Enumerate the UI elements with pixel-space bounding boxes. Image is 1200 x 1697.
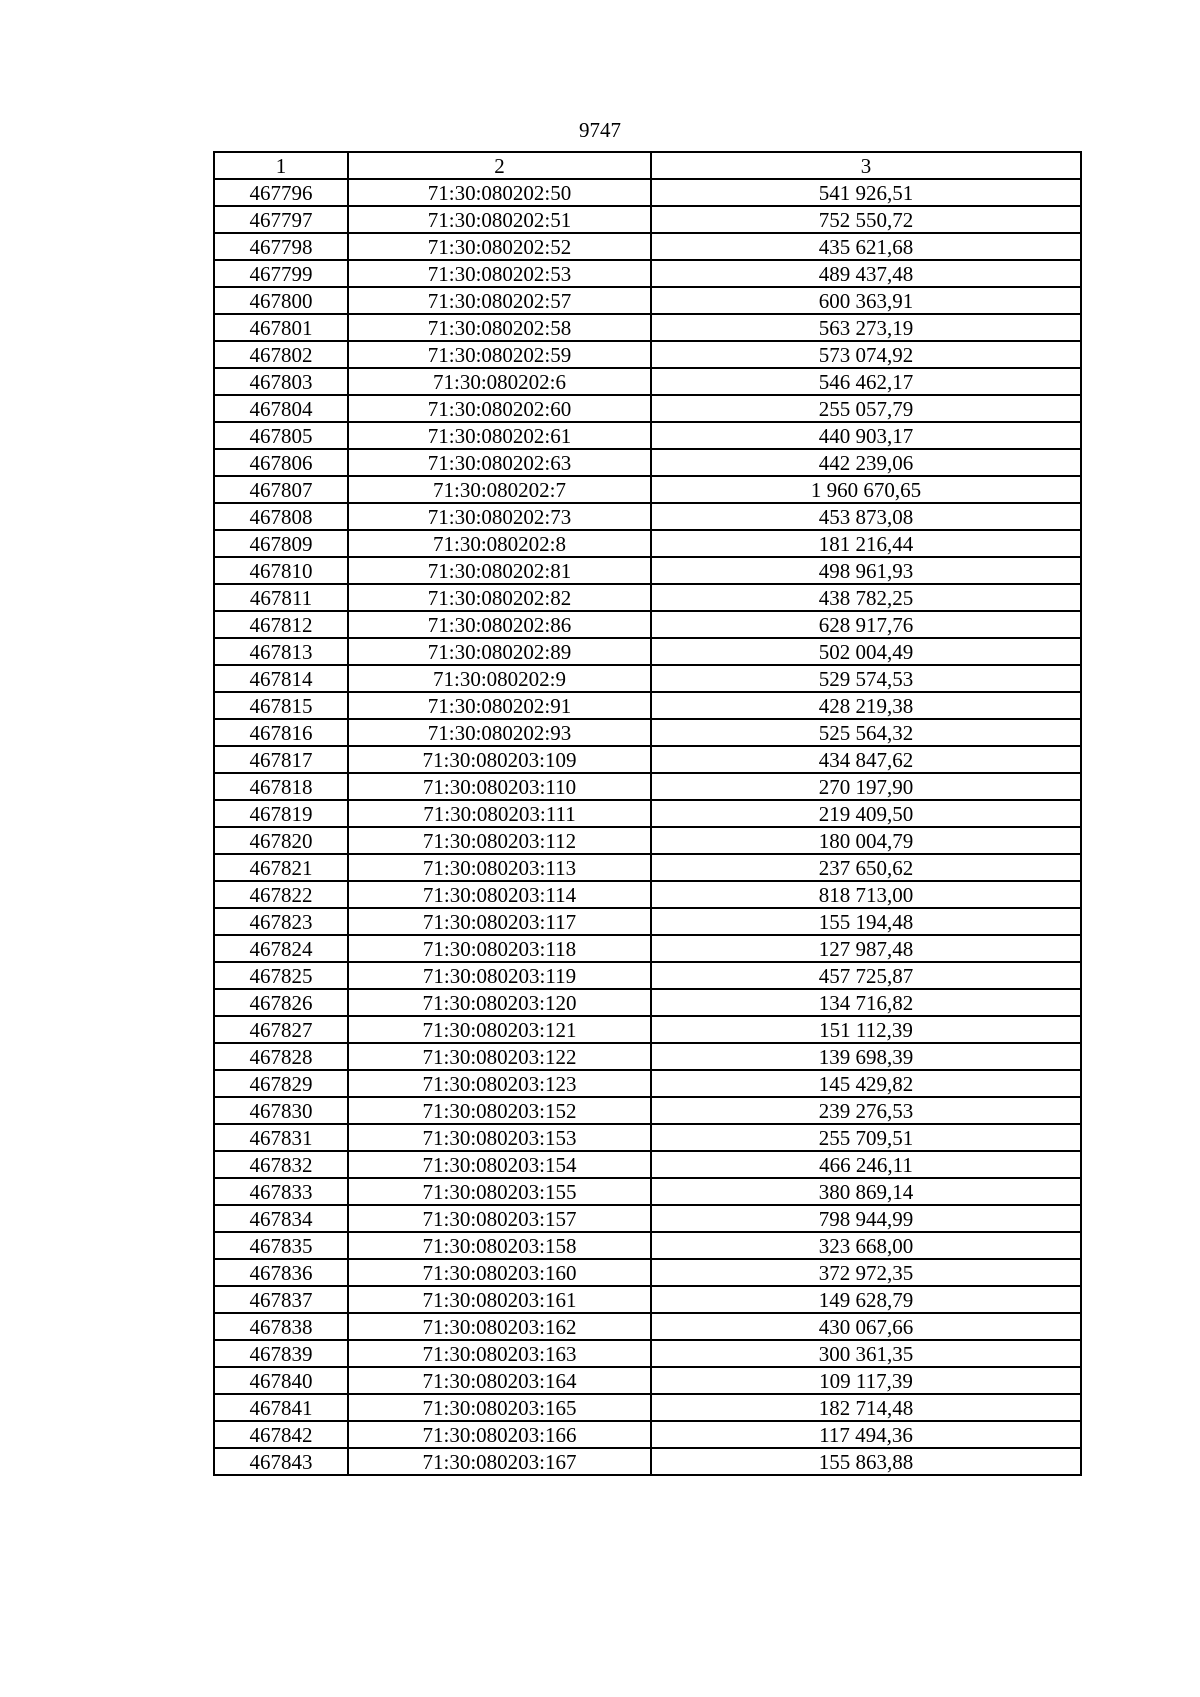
table-row (214, 800, 1081, 827)
value-cell: 438 782,25 (651, 584, 1081, 611)
value-cell: 181 216,44 (651, 530, 1081, 557)
table-row (214, 1205, 1081, 1232)
cadastral-number-cell: 71:30:080202:59 (348, 341, 651, 368)
row-number-cell: 467810 (214, 557, 348, 584)
table-row (214, 989, 1081, 1016)
cadastral-number-cell: 71:30:080203:112 (348, 827, 651, 854)
value-cell: 323 668,00 (651, 1232, 1081, 1259)
row-number-cell: 467830 (214, 1097, 348, 1124)
table-header (214, 152, 1081, 179)
value-cell: 457 725,87 (651, 962, 1081, 989)
table-row (214, 422, 1081, 449)
row-number-cell: 467820 (214, 827, 348, 854)
cadastral-number-cell: 71:30:080203:121 (348, 1016, 651, 1043)
table-row (214, 584, 1081, 611)
row-number-cell: 467796 (214, 179, 348, 206)
table-row (214, 773, 1081, 800)
cadastral-number-cell: 71:30:080203:162 (348, 1313, 651, 1340)
row-number-cell: 467826 (214, 989, 348, 1016)
cadastral-number-cell: 71:30:080203:154 (348, 1151, 651, 1178)
row-number-cell: 467818 (214, 773, 348, 800)
table-row (214, 1340, 1081, 1367)
value-cell: 180 004,79 (651, 827, 1081, 854)
cadastral-number-cell: 71:30:080202:6 (348, 368, 651, 395)
cadastral-number-cell: 71:30:080203:117 (348, 908, 651, 935)
row-number-cell: 467812 (214, 611, 348, 638)
cadastral-number-cell: 71:30:080202:52 (348, 233, 651, 260)
cadastral-number-cell: 71:30:080202:53 (348, 260, 651, 287)
table-row (214, 1151, 1081, 1178)
row-number-cell: 467835 (214, 1232, 348, 1259)
cadastral-number-cell: 71:30:080203:120 (348, 989, 651, 1016)
value-cell: 237 650,62 (651, 854, 1081, 881)
value-cell: 1 960 670,65 (651, 476, 1081, 503)
table-row (214, 260, 1081, 287)
table-row (214, 395, 1081, 422)
row-number-cell: 467813 (214, 638, 348, 665)
cadastral-number-cell: 71:30:080202:91 (348, 692, 651, 719)
row-number-cell: 467824 (214, 935, 348, 962)
table-row (214, 1178, 1081, 1205)
row-number-cell: 467811 (214, 584, 348, 611)
row-number-cell: 467831 (214, 1124, 348, 1151)
value-cell: 628 917,76 (651, 611, 1081, 638)
cadastral-number-cell: 71:30:080202:89 (348, 638, 651, 665)
cadastral-number-cell: 71:30:080202:60 (348, 395, 651, 422)
row-number-cell: 467809 (214, 530, 348, 557)
row-number-cell: 467843 (214, 1448, 348, 1475)
table-row (214, 665, 1081, 692)
cadastral-number-cell: 71:30:080203:155 (348, 1178, 651, 1205)
table-row (214, 611, 1081, 638)
cadastral-number-cell: 71:30:080202:73 (348, 503, 651, 530)
table-row (214, 692, 1081, 719)
value-cell: 541 926,51 (651, 179, 1081, 206)
row-number-cell: 467829 (214, 1070, 348, 1097)
cadastral-number-cell: 71:30:080203:163 (348, 1340, 651, 1367)
cadastral-number-cell: 71:30:080202:81 (348, 557, 651, 584)
row-number-cell: 467802 (214, 341, 348, 368)
value-cell: 239 276,53 (651, 1097, 1081, 1124)
cadastral-number-cell: 71:30:080203:167 (348, 1448, 651, 1475)
value-cell: 127 987,48 (651, 935, 1081, 962)
value-cell: 255 057,79 (651, 395, 1081, 422)
row-number-cell: 467799 (214, 260, 348, 287)
cadastral-number-cell: 71:30:080203:110 (348, 773, 651, 800)
value-cell: 219 409,50 (651, 800, 1081, 827)
table-row (214, 827, 1081, 854)
row-number-cell: 467834 (214, 1205, 348, 1232)
value-cell: 117 494,36 (651, 1421, 1081, 1448)
row-number-cell: 467803 (214, 368, 348, 395)
row-number-cell: 467833 (214, 1178, 348, 1205)
table-row (214, 1070, 1081, 1097)
table-row (214, 1313, 1081, 1340)
table-row (214, 962, 1081, 989)
row-number-cell: 467822 (214, 881, 348, 908)
cadastral-number-cell: 71:30:080203:158 (348, 1232, 651, 1259)
table-row (214, 503, 1081, 530)
table-row (214, 908, 1081, 935)
table-row (214, 449, 1081, 476)
value-cell: 109 117,39 (651, 1367, 1081, 1394)
cadastral-number-cell: 71:30:080202:86 (348, 611, 651, 638)
cadastral-number-cell: 71:30:080202:82 (348, 584, 651, 611)
row-number-cell: 467801 (214, 314, 348, 341)
table-row (214, 1043, 1081, 1070)
registry-table (213, 151, 1082, 1476)
value-cell: 502 004,49 (651, 638, 1081, 665)
cadastral-number-cell: 71:30:080202:8 (348, 530, 651, 557)
cadastral-number-cell: 71:30:080203:160 (348, 1259, 651, 1286)
row-number-cell: 467837 (214, 1286, 348, 1313)
table-row (214, 1232, 1081, 1259)
cadastral-number-cell: 71:30:080203:152 (348, 1097, 651, 1124)
cadastral-number-cell: 71:30:080202:51 (348, 206, 651, 233)
cadastral-number-cell: 71:30:080203:123 (348, 1070, 651, 1097)
cadastral-number-cell: 71:30:080203:165 (348, 1394, 651, 1421)
cadastral-number-cell: 71:30:080202:7 (348, 476, 651, 503)
value-cell: 600 363,91 (651, 287, 1081, 314)
table-row (214, 206, 1081, 233)
row-number-cell: 467841 (214, 1394, 348, 1421)
page-number: 9747 (579, 118, 621, 142)
row-number-cell: 467805 (214, 422, 348, 449)
cadastral-number-cell: 71:30:080202:58 (348, 314, 651, 341)
table-row (214, 341, 1081, 368)
table-row (214, 233, 1081, 260)
cadastral-number-cell: 71:30:080202:63 (348, 449, 651, 476)
table-row (214, 881, 1081, 908)
cadastral-number-cell: 71:30:080203:157 (348, 1205, 651, 1232)
cadastral-number-cell: 71:30:080203:161 (348, 1286, 651, 1313)
row-number-cell: 467814 (214, 665, 348, 692)
table-row (214, 719, 1081, 746)
value-cell: 270 197,90 (651, 773, 1081, 800)
value-cell: 752 550,72 (651, 206, 1081, 233)
row-number-cell: 467840 (214, 1367, 348, 1394)
value-cell: 818 713,00 (651, 881, 1081, 908)
row-number-cell: 467804 (214, 395, 348, 422)
column-header-3: 3 (651, 152, 1081, 179)
row-number-cell: 467832 (214, 1151, 348, 1178)
value-cell: 430 067,66 (651, 1313, 1081, 1340)
row-number-cell: 467806 (214, 449, 348, 476)
value-cell: 149 628,79 (651, 1286, 1081, 1313)
cadastral-number-cell: 71:30:080202:50 (348, 179, 651, 206)
value-cell: 428 219,38 (651, 692, 1081, 719)
row-number-cell: 467808 (214, 503, 348, 530)
cadastral-number-cell: 71:30:080203:118 (348, 935, 651, 962)
column-header-2: 2 (348, 152, 651, 179)
cadastral-number-cell: 71:30:080203:153 (348, 1124, 651, 1151)
value-cell: 134 716,82 (651, 989, 1081, 1016)
table-row (214, 1124, 1081, 1151)
value-cell: 182 714,48 (651, 1394, 1081, 1421)
table-body (214, 179, 1081, 1475)
value-cell: 155 863,88 (651, 1448, 1081, 1475)
row-number-cell: 467800 (214, 287, 348, 314)
row-number-cell: 467842 (214, 1421, 348, 1448)
table-row (214, 638, 1081, 665)
value-cell: 440 903,17 (651, 422, 1081, 449)
row-number-cell: 467839 (214, 1340, 348, 1367)
table-row (214, 476, 1081, 503)
value-cell: 525 564,32 (651, 719, 1081, 746)
value-cell: 573 074,92 (651, 341, 1081, 368)
value-cell: 300 361,35 (651, 1340, 1081, 1367)
cadastral-number-cell: 71:30:080203:164 (348, 1367, 651, 1394)
value-cell: 435 621,68 (651, 233, 1081, 260)
cadastral-number-cell: 71:30:080203:113 (348, 854, 651, 881)
row-number-cell: 467838 (214, 1313, 348, 1340)
cadastral-number-cell: 71:30:080203:111 (348, 800, 651, 827)
table-row (214, 287, 1081, 314)
value-cell: 255 709,51 (651, 1124, 1081, 1151)
value-cell: 155 194,48 (651, 908, 1081, 935)
table-row (214, 1448, 1081, 1475)
value-cell: 546 462,17 (651, 368, 1081, 395)
value-cell: 529 574,53 (651, 665, 1081, 692)
row-number-cell: 467825 (214, 962, 348, 989)
header-row (214, 152, 1081, 179)
row-number-cell: 467828 (214, 1043, 348, 1070)
value-cell: 466 246,11 (651, 1151, 1081, 1178)
table-row (214, 1097, 1081, 1124)
cadastral-number-cell: 71:30:080203:114 (348, 881, 651, 908)
row-number-cell: 467819 (214, 800, 348, 827)
value-cell: 151 112,39 (651, 1016, 1081, 1043)
row-number-cell: 467798 (214, 233, 348, 260)
table-row (214, 179, 1081, 206)
row-number-cell: 467821 (214, 854, 348, 881)
row-number-cell: 467817 (214, 746, 348, 773)
column-header-1: 1 (214, 152, 348, 179)
value-cell: 145 429,82 (651, 1070, 1081, 1097)
table-row (214, 854, 1081, 881)
row-number-cell: 467815 (214, 692, 348, 719)
row-number-cell: 467827 (214, 1016, 348, 1043)
value-cell: 453 873,08 (651, 503, 1081, 530)
cadastral-number-cell: 71:30:080203:122 (348, 1043, 651, 1070)
table-row (214, 557, 1081, 584)
table-row (214, 368, 1081, 395)
cadastral-number-cell: 71:30:080202:93 (348, 719, 651, 746)
table-row (214, 1394, 1081, 1421)
row-number-cell: 467807 (214, 476, 348, 503)
value-cell: 563 273,19 (651, 314, 1081, 341)
row-number-cell: 467836 (214, 1259, 348, 1286)
table-row (214, 1286, 1081, 1313)
cadastral-number-cell: 71:30:080203:109 (348, 746, 651, 773)
cadastral-number-cell: 71:30:080203:166 (348, 1421, 651, 1448)
table-row (214, 314, 1081, 341)
table-row (214, 530, 1081, 557)
table-row (214, 1259, 1081, 1286)
value-cell: 139 698,39 (651, 1043, 1081, 1070)
value-cell: 442 239,06 (651, 449, 1081, 476)
table-row (214, 1367, 1081, 1394)
row-number-cell: 467797 (214, 206, 348, 233)
table-row (214, 935, 1081, 962)
value-cell: 498 961,93 (651, 557, 1081, 584)
row-number-cell: 467816 (214, 719, 348, 746)
cadastral-number-cell: 71:30:080203:119 (348, 962, 651, 989)
value-cell: 489 437,48 (651, 260, 1081, 287)
table-row (214, 1421, 1081, 1448)
value-cell: 434 847,62 (651, 746, 1081, 773)
cadastral-number-cell: 71:30:080202:9 (348, 665, 651, 692)
table-row (214, 746, 1081, 773)
value-cell: 798 944,99 (651, 1205, 1081, 1232)
value-cell: 372 972,35 (651, 1259, 1081, 1286)
cadastral-number-cell: 71:30:080202:57 (348, 287, 651, 314)
value-cell: 380 869,14 (651, 1178, 1081, 1205)
row-number-cell: 467823 (214, 908, 348, 935)
table-row (214, 1016, 1081, 1043)
cadastral-number-cell: 71:30:080202:61 (348, 422, 651, 449)
